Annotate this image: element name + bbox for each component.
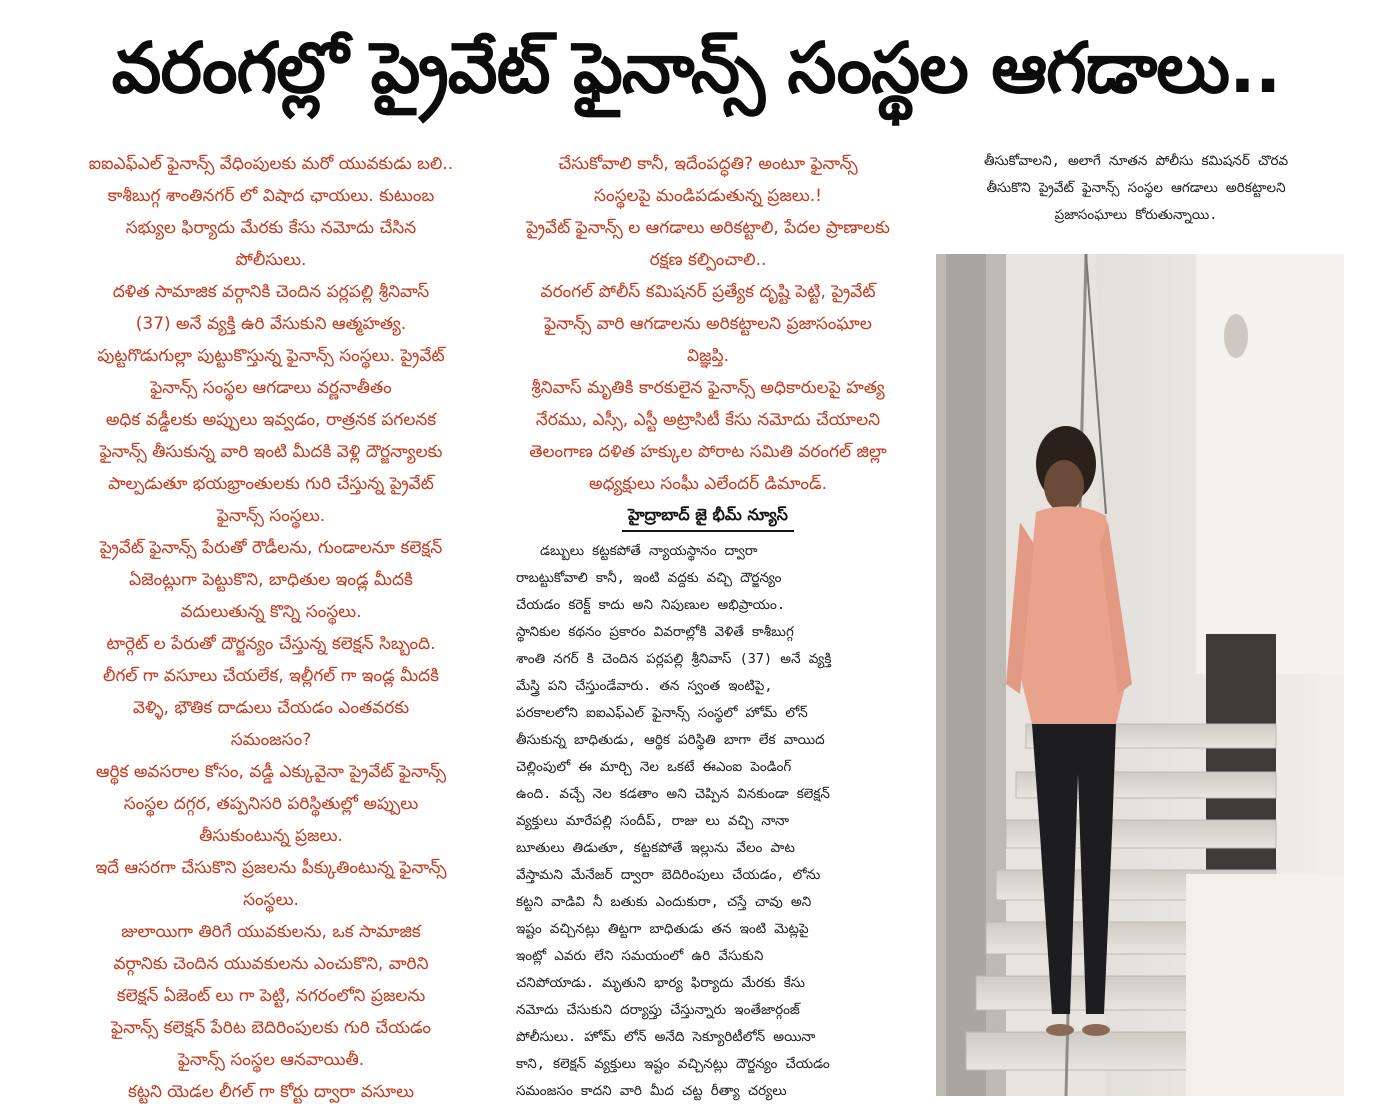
- column-2-top-line: తెలంగాణ దళిత హక్కుల పోరాట సమితి వరంగల్ జిల్లా: [529, 442, 887, 462]
- headline: వరంగల్లో ప్రైవేట్ ఫైనాన్స్ సంస్థల ఆగడాలు..: [111, 27, 1281, 109]
- column-2-top-line: రక్షణ కల్పించాలి..: [649, 250, 767, 270]
- column-1-line: ఏజెంట్లుగా పెట్టుకొని, బాధితుల ఇండ్ల మీదకి: [129, 570, 413, 590]
- column-2-top: [498, 148, 918, 500]
- column-2-body-line: పోలీసులు. హోమ్ లోన్ అనేది సెక్యూరిటీలోన్ అయినా: [516, 1029, 816, 1045]
- column-1-line: ఫైనాన్స్ సంస్థలు.: [216, 506, 326, 526]
- column-1-line: కాశీబుగ్గ శాంతినగర్ లో విషాద ఛాయలు. కుటుంబ: [107, 186, 435, 206]
- column-1-line: తీసుకుంటున్న ప్రజలు.: [199, 826, 343, 846]
- column-3-line: ప్రజాసంఘాలు కోరుతున్నాయి.: [1054, 207, 1218, 223]
- column-2-top-line: విజ్ఞప్తి.: [686, 346, 729, 366]
- column-2-body-line: రాబట్టుకోవాలి కానీ, ఇంటి వద్దకు వచ్చి దౌర్జన్యం: [516, 570, 782, 586]
- column-1-line: పుట్టగొడుగుల్లా పుట్టుకొస్తున్న ఫైనాన్స్ సంస్థలు. ప్రైవేట్: [97, 346, 445, 366]
- column-2-body-line: చనిపోయాడు. మృతుని భార్య ఫిర్యాదు మేరకు కేసు: [516, 975, 805, 991]
- column-2-body-line: చేయడం కరెక్ట్ కాదు అని నిపుణుల అభిప్రాయం.: [516, 597, 785, 613]
- column-1: [36, 148, 506, 1108]
- column-1-line: ప్రైవేట్ ఫైనాన్స్ పేరుతో రౌడీలను, గుండాలనూ కలెక్షన్: [99, 538, 443, 558]
- byline-text: హైద్రాబాద్ జై భీమ్ న్యూస్: [622, 500, 794, 532]
- column-2-body-line: డబ్బులు కట్టకపోతే న్యాయస్థానం ద్వారా: [540, 543, 758, 559]
- column-2-top-line: శ్రీనివాస్ మృతికి కారకులైన ఫైనాన్స్ అధికారులపై హత్య: [531, 378, 885, 398]
- column-2-body: [516, 538, 908, 1105]
- column-3-line: తీసుకొని ప్రైవేట్ ఫైనాన్స్ సంస్థల ఆగడాలు అరికట్టాలని: [986, 180, 1286, 196]
- column-2-top-line: చేసుకోవాలి కానీ, ఇదేంపద్ధతి? అంటూ ఫైనాన్స్: [558, 154, 858, 174]
- column-2-body-line: వ్యక్తులు మారేపల్లి సందీప్, రాజు లు వచ్చి నానా: [516, 813, 790, 829]
- column-2-body-line: తీసుకున్న బాధితుడు, ఆర్థిక పరిస్థితి బాగా లేక వాయిద: [516, 732, 825, 748]
- column-1-line: వెళ్ళి, భౌతిక దాడులు చేయడం ఎంతవరకు: [132, 698, 410, 718]
- photo-illustration: [936, 254, 1344, 1096]
- column-1-line: దళిత సామాజిక వర్గానికి చెందిన పర్లపల్లి శ్రీనివాస్: [112, 282, 430, 302]
- column-2-body-line: ఇంట్లో ఎవరు లేని సమయంలో ఉరి వేసుకుని: [516, 948, 764, 964]
- column-2-body-line: ఇష్టం వచ్చినట్లు తిట్టగా బాధితుడు తన ఇంటి మెట్లపై: [516, 921, 809, 937]
- column-1-line: ఐఐఎఫ్ఎల్ ఫైనాన్స్ వేధింపులకు మరో యువకుడు బలి..: [88, 154, 454, 174]
- column-2-body-line: కట్టని వాడివి నీ బతుకు ఎందుకురా, చస్తే చావు అని: [516, 894, 812, 910]
- column-1-line: ఆర్థిక అవసరాల కోసం, వడ్డీ ఎక్కువైనా ప్రైవేట్ ఫైనాన్స్: [95, 762, 447, 782]
- column-2-top-line: సంస్థలపై మండిపడుతున్న ప్రజలు.!: [594, 186, 822, 206]
- column-2-top-line: ప్రైవేట్ ఫైనాన్స్ ల ఆగడాలు అరికట్టాలి, పేదల ప్రాణాలకు: [526, 218, 890, 238]
- column-1-line: సంస్థల దగ్గర, తప్పనిసరి పరిస్థితుల్లో అప్పులు: [123, 794, 419, 814]
- column-1-line: పోలీసులు.: [235, 250, 307, 270]
- column-3-line: తీసుకోవాలని, అలాగే నూతన పోలీసు కమిషనర్ చొరవ: [983, 153, 1289, 169]
- column-3: [926, 148, 1346, 229]
- column-2-top-line: ఫైనాన్స్ వారి ఆగడాలను అరికట్టాలని ప్రజాసంఘాల: [544, 314, 872, 334]
- column-1-line: ఫైనాన్స్ సంస్థల ఆనవాయితీ.: [177, 1050, 365, 1070]
- column-1-line: సభ్యుల ఫిర్యాదు మేరకు కేసు నమోదు చేసిన: [125, 218, 417, 238]
- column-2-body-line: పరకాలలోని ఐఐఎఫ్ఎల్ ఫైనాన్స్ సంస్థలో హోమ్ లోన్: [516, 705, 808, 721]
- column-2-body-line: మేస్త్రి పని చేస్తుండేవారు. తన స్వంత ఇంటిపై,: [516, 678, 773, 694]
- column-1-line: ఇదే ఆసరగా చేసుకొని ప్రజలను పీక్కుతింటున్న ఫైనాన్స్: [95, 858, 447, 878]
- column-1-line: ఫైనాన్స్ తీసుకున్న వారి ఇంటి మీదకి వెళ్లి దౌర్జన్యాలకు: [99, 442, 443, 462]
- column-1-line: టార్గెట్ ల పేరుతో దౌర్జన్యం చేస్తున్న కలెక్షన్ సిబ్బంది.: [106, 634, 436, 654]
- column-1-line: కట్టని యెడల లీగల్ గా కోర్టు ద్వారా వసూలు: [127, 1082, 415, 1102]
- column-2-top-line: అధ్యక్షులు సంఘీ ఎలేందర్ డిమాండ్.: [589, 474, 827, 494]
- column-1-line: వదులుతున్న కొన్ని సంస్థలు.: [180, 602, 362, 622]
- column-2-body-line: వేస్తామని మేనేజర్ ద్వారా బెదిరింపులు చేయడం, లోను: [516, 867, 821, 883]
- column-1-line: సంస్థలు.: [243, 890, 299, 910]
- column-2-body-line: ఉంది. వచ్చే నెల కడతాం అని చెప్పిన వినకుండా కలెక్షన్: [516, 786, 830, 802]
- column-1-line: లీగల్ గా వసూలు చేయలేక, ఇల్లీగల్ గా ఇండ్ల మీదకి: [103, 666, 439, 686]
- news-photo: [936, 254, 1344, 1096]
- column-1-line: కలెక్షన్ ఏజెంట్ లు గా పెట్టి, నగరంలోని ప్రజలను: [116, 986, 426, 1006]
- column-2-body-line: చెల్లింపులో ఈ మార్చి నెల ఒకటే ఈఎంఐ పెండింగ్: [516, 759, 792, 775]
- column-2-top-line: నేరము, ఎస్సీ, ఎస్టీ అట్రాసిటీ కేసు నమోదు చేయాలని: [535, 410, 881, 430]
- column-1-line: ఫైనాన్స్ కలెక్షన్ పేరిట బెదిరింపులకు గురి చేయడం: [110, 1018, 431, 1038]
- column-1-line: (37) అనే వ్యక్తి ఉరి వేసుకుని ఆత్మహత్య.: [135, 314, 407, 334]
- column-1-line: పాల్పడుతూ భయభ్రాంతులకు గురి చేస్తున్న ప్రైవేట్: [108, 474, 434, 494]
- column-2-body-line: సమంజసం కాదని వారి మీద చట్ట రీత్యా చర్యలు: [516, 1083, 787, 1099]
- column-1-line: ఫైనాన్స్ సంస్థల ఆగడాలు వర్ణనాతీతం: [150, 378, 392, 398]
- column-1-line: వర్గానికు చెందిన యువకులను ఎంచుకొని, వారిని: [113, 954, 429, 974]
- column-2-body-line: బూతులు తిడుతూ, కట్టకపోతే ఇల్లును వేలం పాట: [516, 840, 795, 856]
- column-2-body-line: శాంతి నగర్ కి చెందిన పర్లపల్లి శ్రీనివాస్ (37) అనే వ్యక్తి: [516, 651, 832, 667]
- column-2-top-line: వరంగల్ పోలీస్ కమిషనర్ ప్రత్యేక దృష్టి పెట్టి, ప్రైవేట్: [540, 282, 876, 302]
- column-1-line: అధిక వడ్డీలకు అప్పులు ఇవ్వడం, రాత్రనక పగలనక: [105, 410, 437, 430]
- byline: [498, 500, 918, 532]
- column-1-line: సమంజసం?: [230, 730, 312, 750]
- column-2-body-line: స్థానికుల కథనం ప్రకారం వివరాల్లోకి వెళితే కాశీబుగ్గ: [516, 624, 794, 640]
- column-1-line: జులాయిగా తిరిగే యువకులను, ఒక సామాజిక: [121, 922, 421, 942]
- column-2-body-line: కాని, కలెక్షన్ వ్యక్తులు ఇష్టం వచ్చినట్లు దౌర్జన్యం చేయడం: [516, 1056, 830, 1072]
- column-2-body-line: నమోదు చేసుకుని దర్యాప్తు చేస్తున్నారు ఇంతేజార్గంజ్: [516, 1002, 800, 1018]
